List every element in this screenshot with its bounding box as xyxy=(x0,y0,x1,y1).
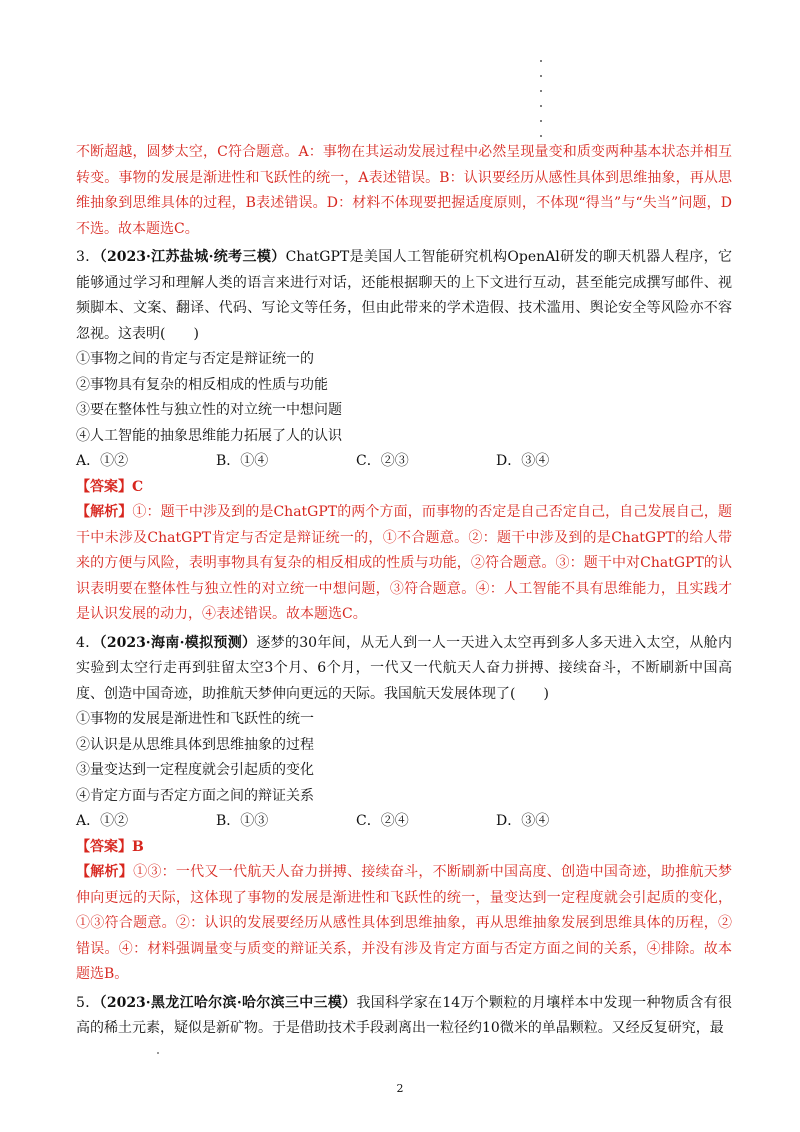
statement: ③要在整体性与独立性的对立统一中想问题 xyxy=(76,402,342,418)
footer-dot xyxy=(157,1052,159,1054)
statement: ①事物之间的肯定与否定是辩证统一的 xyxy=(76,351,314,367)
page-content xyxy=(76,140,732,1042)
option-b: B．①④ xyxy=(216,453,269,469)
answer-line: 【答案】C xyxy=(76,478,144,495)
question-3 xyxy=(76,245,732,628)
question-source: （2023·海南·模拟预测） xyxy=(99,634,257,651)
question-stem: 4．（2023·海南·模拟预测）逐梦的30年间，从无人到一人一天进入太空再到多人多天进入太空，从舱内实验到太空行走再到驻留太空3个月、6个月，一代又一代航天人奋力拼搏、接续奋斗，不断刷新中国高度、创造中国奇迹，助推航天梦伸向更远的天际。我国航天发展体现了( ) xyxy=(76,634,732,702)
statement: ①事物的发展是渐进性和飞跃性的统一 xyxy=(76,711,314,727)
question-source: （2023·江苏盐城·统考三模） xyxy=(99,249,286,265)
option-a: A．①② xyxy=(76,813,129,829)
option-c: C．②④ xyxy=(356,813,409,829)
question-stem: 3．（2023·江苏盐城·统考三模）ChatGPT是美国人工智能研究机构OpenAl研发的聊天机器人程序，它能够通过学习和理解人类的语言来进行对话，还能根据聊天的上下文进行互动，甚至能完成撰写邮件、视频脚本、文案、翻译、代码、写论文等任务，但由此带来的学术造假、技术滥用、舆论安全等风险亦不容忽视。这表明( ) xyxy=(76,249,732,342)
previous-analysis-continuation: 不断超越，圆梦太空，C符合题意。A：事物在其运动发展过程中必然呈现量变和质变两种基本状态并相互转变。事物的发展是渐进性和飞跃性的统一，A表述错误。B：认识要经历从感性具体到思维抽象，再从思维抽象到思维具体的过程，B表述错误。D：材料不体现要把握适度原则，不体现“得当”与“失当”问题，D不选。故本题选C。 xyxy=(76,144,732,237)
statement: ④肯定方面与否定方面之间的辩证关系 xyxy=(76,787,314,804)
answer-value: B xyxy=(132,838,144,855)
statement: ③量变达到一定程度就会引起质的变化 xyxy=(76,762,314,778)
options-row xyxy=(76,449,732,475)
analysis: 【解析】①③：一代又一代航天人奋力拼搏、接续奋斗，不断刷新中国高度、创造中国奇迹，助推航天梦伸向更远的天际，这体现了事物的发展是渐进性和飞跃性的统一，量变达到一定程度就会引起质的变化，①③符合题意。②：认识的发展要经历从感性具体到思维抽象，再从思维抽象发展到思维具体的历程，②错误。④：材料强调量变与质变的辩证关系，并没有涉及肯定方面与否定方面之间的关系，④排除。故本题选B。 xyxy=(76,864,733,982)
option-b: B．①③ xyxy=(216,813,269,829)
option-d: D．③④ xyxy=(496,813,550,829)
option-d: D．③④ xyxy=(496,453,550,469)
margin-dots xyxy=(540,60,546,150)
answer-line: 【答案】B xyxy=(76,838,144,855)
options-row xyxy=(76,809,732,835)
page-number: 2 xyxy=(396,1082,404,1095)
statement: ②认识是从思维具体到思维抽象的过程 xyxy=(76,736,314,753)
option-a: A．①② xyxy=(76,453,129,469)
statement: ②事物具有复杂的相反相成的性质与功能 xyxy=(76,376,328,393)
analysis: 【解析】①：题干中涉及到的是ChatGPT的两个方面，而事物的否定是自己否定自己，自己发展自己，题干中未涉及ChatGPT肯定与否定是辩证统一的，①不合题意。②：题干中涉及到的是ChatGPT的给人带来的方便与风险，表明事物具有复杂的相反相成的性质与功能，②符合题意。③：题干中对ChatGPT的认识表明要在整体性与独立性的对立统一中想问题，③符合题意。④：人工智能不具有思维能力，且实践才是认识发展的动力，④表述错误。故本题选C。 xyxy=(76,504,733,622)
question-source: （2023·黑龙江哈尔滨·哈尔滨三中三模） xyxy=(99,994,357,1011)
option-c: C．②③ xyxy=(356,453,409,469)
question-stem: 5．（2023·黑龙江哈尔滨·哈尔滨三中三模）我国科学家在14万个颗粒的月壤样本中发现一种物质含有很高的稀土元素，疑似是新矿物。于是借助技术手段剥离出一粒径约10微米的单晶颗粒。又经反复研究，最 xyxy=(76,994,732,1036)
statement: ④人工智能的抽象思维能力拓展了人的认识 xyxy=(76,427,342,444)
question-5 xyxy=(76,991,732,1042)
question-4 xyxy=(76,631,732,988)
answer-value: C xyxy=(132,478,144,495)
